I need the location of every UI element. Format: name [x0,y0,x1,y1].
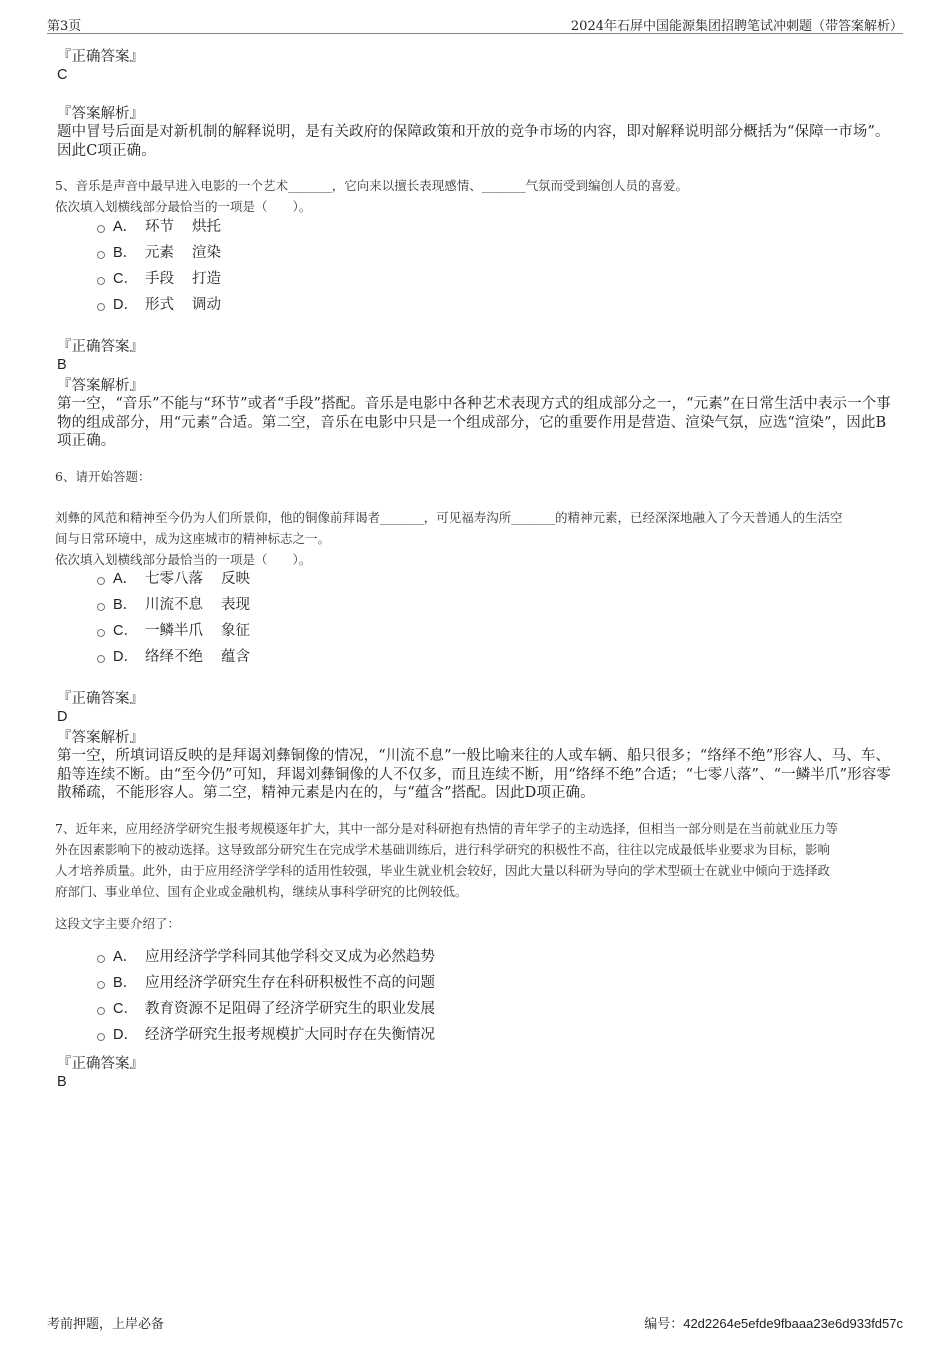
option-word-2: 反映 [221,571,250,587]
option-letter: A． [113,571,138,587]
analysis-label: 『答案解析』 [57,730,144,746]
analysis-text: 第一空，所填词语反映的是拜谒刘彝铜像的情况，“川流不息”一般比喻来往的人或车辆、船只很多；“络绎不绝”形容人、马、车、船等连续不断。由“至今仍”可知，拜谒刘彝铜像的人不仅多，而且连续不断，用“络绎不绝”合适；“七零八落”、“一鳞半爪”形容零散稀疏，不能形容人。第二空，精神元素是内在的，与“蕴含”搭配。因此D项正确。 [57,748,891,802]
correct-answer-label: 『正确答案』 [57,691,144,707]
option-d[interactable] [97,1026,435,1044]
option-c[interactable] [97,1000,435,1018]
option-word-1: 元素 [145,245,174,261]
option-letter: B． [113,975,138,991]
option-text: 经济学研究生报考规模扩大同时存在失衡情况 [145,1027,435,1043]
option-letter: D． [113,649,138,665]
option-b[interactable] [97,974,435,992]
option-word-2: 渲染 [192,245,221,261]
question-7 [55,818,900,902]
passage-line: 间与日常环境中，成为这座城市的精神标志之一。 [55,531,331,546]
passage-line: 刘彝的风范和精神至今仍为人们所景仰，他的铜像前拜谒者_______，可见福寿沟所_______的精神元素，已经深深地融入了今天普通人的生活空 [55,510,843,525]
option-text: 教育资源不足阻碍了经济学研究生的职业发展 [145,1001,435,1017]
question-stem-line: 外在因素影响下的被动选择。这导致部分研究生在完成学术基础训练后，进行科学研究的积极性不高，往往以完成最低毕业要求为目标，影响 [55,842,831,857]
correct-answer-label: 『正确答案』 [57,339,144,355]
radio-icon[interactable] [97,629,105,637]
document-title: 2024年石屏中国能源集团招聘笔试冲刺题（带答案解析） [570,19,903,34]
option-a[interactable] [97,948,435,966]
option-text: 应用经济学学科同其他学科交叉成为必然趋势 [145,949,435,965]
option-a[interactable] [97,218,221,236]
radio-icon[interactable] [97,1033,105,1041]
option-word-2: 调动 [192,297,221,313]
option-letter: C． [113,271,138,287]
correct-answer-label: 『正确答案』 [57,49,144,65]
question-prompt: 这段文字主要介绍了： [55,916,181,931]
question-stem-line: 府部门、事业单位、国有企业或金融机构，继续从事科学研究的比例较低。 [55,884,468,899]
radio-icon[interactable] [97,303,105,311]
radio-icon[interactable] [97,603,105,611]
option-letter: B． [113,597,138,613]
header-divider [47,33,903,34]
question-5 [55,175,900,217]
question-prompt: 依次填入划横线部分最恰当的一项是（ ）。 [55,199,312,214]
correct-answer-label: 『正确答案』 [57,1056,144,1072]
footer-slogan: 考前押题，上岸必备 [47,1317,165,1332]
footer-code [644,1313,903,1332]
option-word-1: 七零八落 [145,571,203,587]
option-word-2: 表现 [221,597,250,613]
option-word-2: 打造 [192,271,221,287]
option-word-1: 一鳞半爪 [145,623,203,639]
radio-icon[interactable] [97,981,105,989]
option-letter: C． [113,1001,138,1017]
question-6 [55,507,900,570]
question-stem-line: 人才培养质量。此外，由于应用经济学学科的适用性较强，毕业生就业机会较好，因此大量以科研为导向的学术型硕士在就业中倾向于选择政 [55,863,831,878]
analysis-text: 题中冒号后面是对新机制的解释说明，是有关政府的保障政策和开放的竞争市场的内容，即对解释说明部分概括为“保障一市场”。因此C项正确。 [57,124,890,159]
footer-code-label: 编号： [644,1317,684,1332]
option-letter: A． [113,949,138,965]
analysis-label: 『答案解析』 [57,378,144,394]
option-c[interactable] [97,622,250,640]
radio-icon[interactable] [97,577,105,585]
question-6-stem: 6、请开始答题： [55,469,151,484]
radio-icon[interactable] [97,251,105,259]
option-word-1: 络绎不绝 [145,649,203,665]
question-stem: 5、音乐是声音中最早进入电影的一个艺术_______，它向来以擅长表现感情、_______气氛而受到编创人员的喜爱。 [55,178,688,193]
option-word-1: 环节 [145,219,174,235]
option-word-2: 象征 [221,623,250,639]
analysis-label: 『答案解析』 [57,106,144,122]
option-word-1: 手段 [145,271,174,287]
correct-answer-value: B [57,357,67,373]
question-prompt: 依次填入划横线部分最恰当的一项是（ ）。 [55,552,312,567]
option-d[interactable] [97,648,250,666]
option-letter: D． [113,297,138,313]
analysis-text: 第一空，“音乐”不能与“环节”或者“手段”搭配。音乐是电影中各种艺术表现方式的组成部分之一，“元素”在日常生活中表示一个事物的组成部分，用“元素”合适。第二空，音乐在电影中只是一个组成部分，它的重要作用是营造、渲染气氛，应选“渲染”，因此B项正确。 [57,396,891,450]
option-text: 应用经济学研究生存在科研积极性不高的问题 [145,975,435,991]
radio-icon[interactable] [97,655,105,663]
page-number: 第3页 [47,19,82,34]
option-d[interactable] [97,296,221,314]
option-word-1: 川流不息 [145,597,203,613]
option-c[interactable] [97,270,221,288]
option-a[interactable] [97,570,250,588]
option-b[interactable] [97,596,250,614]
radio-icon[interactable] [97,1007,105,1015]
option-letter: D． [113,1027,138,1043]
footer-code-value: 42d2264e5efde9fbaaa23e6d933fd57c [683,1316,903,1331]
question-stem-line: 7、近年来，应用经济学研究生报考规模逐年扩大，其中一部分是对科研抱有热情的青年学子的主动选择，但相当一部分则是在当前就业压力等 [55,821,838,836]
radio-icon[interactable] [97,277,105,285]
radio-icon[interactable] [97,955,105,963]
option-letter: A． [113,219,138,235]
option-word-1: 形式 [145,297,174,313]
correct-answer-value: B [57,1074,67,1090]
radio-icon[interactable] [97,225,105,233]
correct-answer-value: D [57,709,68,725]
option-word-2: 蕴含 [221,649,250,665]
option-letter: C． [113,623,138,639]
option-word-2: 烘托 [192,219,221,235]
option-letter: B． [113,245,138,261]
option-b[interactable] [97,244,221,262]
correct-answer-value: C [57,67,68,83]
